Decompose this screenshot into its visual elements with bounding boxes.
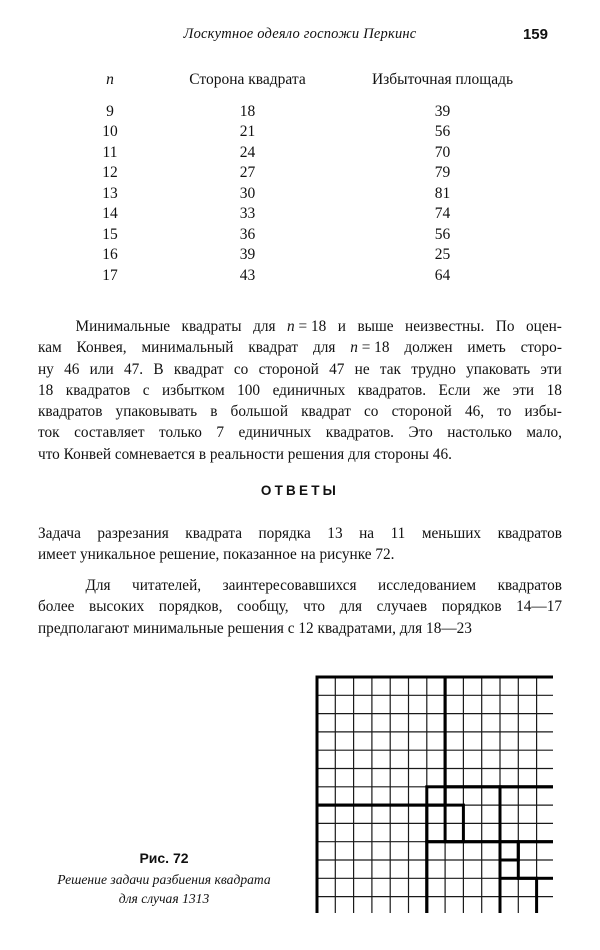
text-run: стороной: [258, 360, 319, 378]
text-run: высоких: [89, 598, 145, 616]
text-run: 11: [390, 525, 406, 542]
table-row: [70, 225, 540, 246]
text-line: [38, 618, 562, 639]
running-head-title: Лоскутное одеяло госпожи Перкинс: [183, 26, 417, 42]
text-run: n = 18: [350, 339, 390, 357]
paragraph-indent: [38, 316, 64, 337]
column-header-n: n: [106, 71, 114, 88]
text-run: сообщу,: [237, 598, 289, 616]
text-run: избытком: [161, 381, 225, 399]
cell-excess: 25: [434, 246, 451, 263]
text-run: единичных: [238, 424, 312, 442]
text-run: квадратов.: [357, 381, 427, 399]
figure-squared-square: [315, 675, 553, 913]
text-line: [38, 337, 562, 358]
text-run: квадратов: [65, 381, 131, 399]
text-run: имеет уникальное решение, показанное на рисунке 72.: [38, 546, 395, 564]
text-run: минимальные: [133, 619, 224, 637]
text-run: заинтересовавшихся: [222, 577, 357, 594]
text-run: 12: [298, 619, 314, 637]
text-run: 18: [546, 381, 562, 399]
paragraph-indent: [38, 575, 64, 596]
text-run: В: [153, 360, 164, 378]
text-run: сторо-: [520, 339, 562, 357]
table-row: [70, 245, 540, 266]
text-run: случаев: [376, 598, 428, 616]
text-run: 7: [216, 424, 225, 442]
text-run: в: [198, 445, 207, 463]
text-run: составляет: [74, 424, 145, 442]
text-run: упаковать: [466, 360, 531, 378]
cell-side: 39: [239, 246, 256, 263]
text-run: что: [38, 445, 60, 463]
text-run: большой: [230, 403, 288, 421]
text-run: для: [312, 339, 336, 357]
cell-excess: 74: [434, 205, 451, 222]
paragraph-higher-orders: [38, 575, 562, 639]
text-run: для: [399, 619, 423, 637]
cell-side: 43: [239, 266, 256, 284]
text-run: же: [482, 381, 501, 399]
text-run: квадратов.: [325, 424, 395, 442]
text-run: с: [287, 619, 295, 637]
text-line: [38, 359, 562, 380]
cell-n: 15: [102, 225, 118, 243]
cell-excess: 64: [434, 266, 451, 284]
text-line: [38, 523, 562, 544]
cell-n: 10: [102, 123, 118, 140]
table-row: [70, 204, 540, 225]
cell-excess: 39: [434, 102, 451, 120]
section-heading-answers: ОТВЕТЫ: [260, 483, 340, 498]
text-run: для: [348, 445, 371, 463]
cell-n: 9: [106, 102, 114, 120]
cell-side: 30: [239, 184, 256, 202]
cell-excess: 70: [434, 143, 451, 161]
table-body: [70, 102, 540, 287]
text-line: [38, 444, 562, 465]
table-row: [70, 163, 540, 184]
dissection-square: [427, 787, 445, 805]
text-line: [38, 544, 562, 565]
text-run: стороной: [391, 403, 452, 421]
cell-n: 11: [102, 143, 118, 161]
caption-line-1: Решение задачи разбиения квадрата: [57, 872, 271, 887]
dissection-square: [500, 842, 518, 860]
cell-n: 17: [102, 266, 118, 284]
text-run: 18—23: [426, 619, 472, 637]
text-run: мало,: [526, 424, 562, 442]
text-run: 14—17: [516, 598, 562, 616]
text-run: n = 18: [287, 318, 327, 335]
paragraph-unique-solution: [38, 523, 562, 566]
cell-side: 33: [239, 205, 256, 222]
text-run: Конвея,: [76, 339, 127, 357]
caption-number: Рис. 72: [139, 850, 189, 866]
text-run: со: [364, 403, 379, 421]
text-run: только: [159, 424, 202, 442]
column-header-excess: Избыточная площадь: [371, 71, 514, 88]
text-run: должен: [404, 339, 453, 357]
text-run: или: [89, 360, 114, 378]
text-run: читателей,: [132, 577, 202, 594]
text-run: 100: [237, 381, 261, 399]
text-run: порядков: [441, 598, 502, 616]
text-run: реальности: [209, 445, 284, 463]
text-run: сомневается: [114, 445, 195, 463]
text-run: квадратов: [38, 403, 103, 421]
text-run: кам: [38, 339, 62, 357]
text-run: со: [233, 360, 249, 378]
text-run: квадраты: [181, 318, 242, 335]
figure-caption: [20, 850, 308, 908]
text-run: минимальный: [141, 339, 234, 357]
text-run: иметь: [467, 339, 506, 357]
text-run: Для: [85, 577, 111, 594]
text-run: более: [38, 598, 75, 616]
text-run: не: [354, 360, 370, 378]
cell-n: 12: [102, 164, 118, 181]
text-run: порядка: [258, 525, 311, 542]
text-run: квадратов: [497, 525, 562, 542]
text-line: [38, 596, 562, 617]
cell-side: 24: [239, 143, 256, 161]
text-run: то: [497, 403, 512, 421]
text-run: эти: [512, 381, 535, 399]
text-run: неизвестны.: [405, 318, 485, 335]
text-run: Задача: [38, 525, 81, 542]
text-run: квадрата: [185, 525, 242, 542]
cell-side: 21: [239, 123, 256, 140]
table-row: [70, 184, 540, 205]
text-run: ток: [38, 424, 60, 442]
text-run: избы-: [524, 403, 562, 421]
paragraph-minimal-squares: [38, 316, 562, 465]
text-run: настолько: [447, 424, 512, 442]
text-run: эти: [540, 360, 562, 378]
text-run: Конвей: [63, 445, 112, 463]
running-head: [0, 26, 600, 50]
cell-side: 18: [239, 102, 256, 120]
table-header-row: [70, 70, 540, 102]
squared-square-diagram: [315, 675, 553, 913]
text-run: упаковывать: [115, 403, 198, 421]
table-row: [70, 102, 540, 123]
table-row: [70, 122, 540, 143]
text-run: стороны: [374, 445, 429, 463]
results-table: [70, 70, 540, 286]
text-line: [38, 380, 562, 401]
cell-excess: 81: [434, 184, 451, 202]
text-run: 46: [64, 360, 80, 378]
text-run: Это: [408, 424, 433, 442]
text-run: в: [210, 403, 218, 421]
text-run: 13: [327, 525, 343, 542]
cell-excess: 79: [434, 164, 451, 181]
text-line: [38, 316, 562, 337]
text-run: и: [337, 318, 346, 335]
text-line: [38, 575, 562, 596]
text-run: решения: [227, 619, 284, 637]
table-row: [70, 143, 540, 164]
text-run: что: [303, 598, 325, 616]
cell-n: 16: [102, 246, 118, 263]
text-run: предполагают: [38, 619, 130, 637]
text-run: на: [359, 525, 375, 542]
text-run: квадратами,: [317, 619, 396, 637]
text-run: трудно: [411, 360, 456, 378]
caption-line-2: для случая 1313: [118, 891, 210, 906]
text-run: квадратов: [497, 577, 562, 594]
text-run: Минимальные: [75, 318, 171, 335]
dissection-square: [445, 787, 500, 842]
text-run: меньших: [421, 525, 482, 542]
page-number: 159: [522, 26, 548, 43]
cell-side: 36: [239, 225, 256, 243]
cell-n: 13: [102, 184, 118, 202]
text-run: 47.: [123, 360, 144, 378]
cell-excess: 56: [434, 225, 451, 243]
text-run: По: [495, 318, 515, 335]
text-run: Если: [438, 381, 471, 399]
text-run: с: [142, 381, 150, 399]
cell-n: 14: [102, 205, 118, 222]
text-run: выше: [357, 318, 394, 335]
text-run: 46,: [464, 403, 485, 421]
text-run: оцен-: [526, 318, 562, 335]
text-run: порядков,: [158, 598, 223, 616]
cell-side: 27: [239, 164, 256, 181]
text-run: для: [339, 598, 363, 616]
text-run: 18: [38, 381, 54, 399]
text-run: для: [253, 318, 276, 335]
text-run: 46.: [432, 445, 452, 463]
cell-excess: 56: [434, 123, 451, 140]
text-run: так: [379, 360, 401, 378]
text-run: исследованием: [378, 577, 477, 594]
text-run: квадрат: [301, 403, 351, 421]
text-run: квадрат: [248, 339, 299, 357]
column-header-side: Сторона квадрата: [189, 71, 306, 88]
dissection-square: [500, 787, 553, 842]
text-run: разрезания: [97, 525, 169, 542]
text-run: квадрат: [173, 360, 224, 378]
text-line: [38, 401, 562, 422]
text-run: единичных: [272, 381, 346, 399]
text-line: [38, 422, 562, 443]
text-run: ну: [38, 360, 54, 378]
text-run: решения: [287, 445, 345, 463]
table-row: [70, 266, 540, 287]
text-run: 47: [329, 360, 345, 378]
